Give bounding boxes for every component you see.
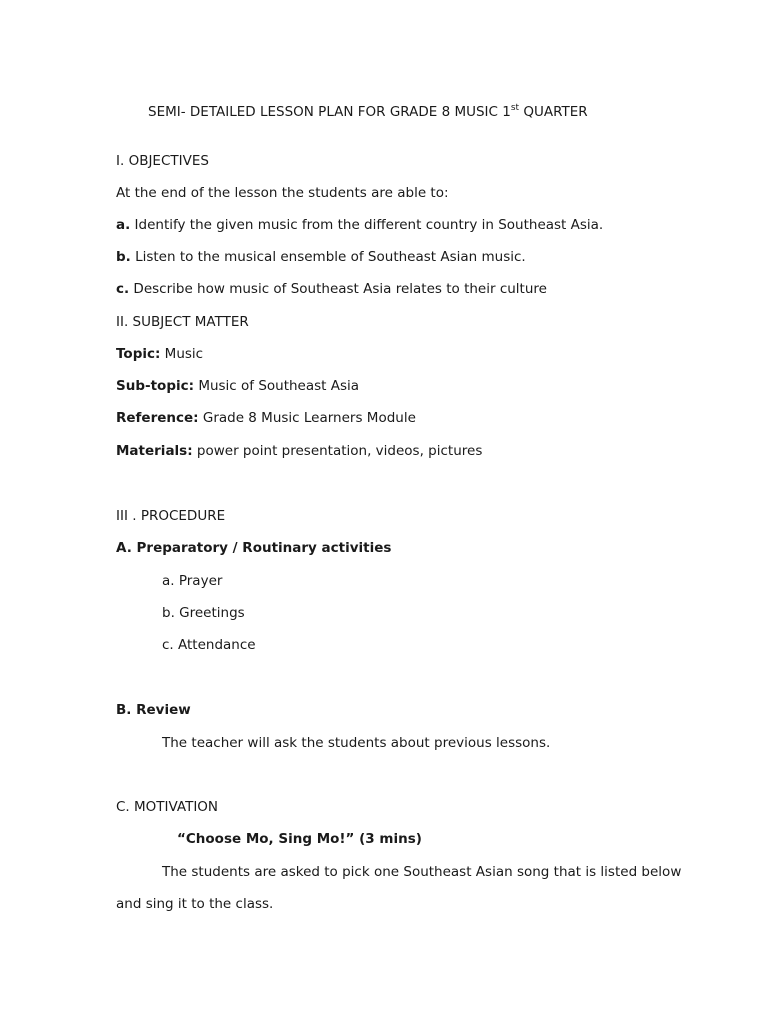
objective-text: Listen to the musical ensemble of Southeast Asian music.	[130, 249, 526, 265]
objective-item-c	[116, 280, 547, 298]
title-main: SEMI- DETAILED LESSON PLAN FOR GRADE 8 MUSIC 1	[148, 104, 511, 120]
preparatory-item: c. Attendance	[162, 637, 256, 653]
objective-text: Describe how music of Southeast Asia relates to their culture	[129, 281, 547, 297]
objectives-heading: I. OBJECTIVES	[116, 153, 209, 169]
motivation-text-line: and sing it to the class.	[116, 896, 274, 912]
field-reference	[116, 409, 416, 427]
objective-item-a	[116, 216, 603, 234]
procedure-heading: III . PROCEDURE	[116, 508, 226, 524]
preparatory-item: b. Greetings	[162, 605, 245, 621]
objective-label: b.	[116, 249, 131, 265]
objective-item-b	[116, 248, 526, 266]
preparatory-heading: A. Preparatory / Routinary activities	[116, 540, 392, 556]
field-label: Sub-topic:	[116, 378, 195, 394]
objective-text: Identify the given music from the different country in Southeast Asia.	[130, 217, 604, 233]
field-topic	[116, 345, 203, 363]
field-value: power point presentation, videos, pictures	[192, 443, 483, 459]
review-text: The teacher will ask the students about previous lessons.	[162, 735, 551, 751]
subject-matter-heading: II. SUBJECT MATTER	[116, 314, 249, 330]
field-value: Music	[160, 346, 204, 362]
motivation-activity-title: “Choose Mo, Sing Mo!” (3 mins)	[177, 831, 422, 847]
objective-label: a.	[116, 217, 131, 233]
field-label: Materials:	[116, 443, 193, 459]
title-tail: QUARTER	[519, 104, 588, 120]
motivation-text-line: The students are asked to pick one Southeast Asian song that is listed below	[162, 864, 682, 880]
document-title	[148, 103, 588, 121]
field-label: Reference:	[116, 410, 199, 426]
preparatory-item: a. Prayer	[162, 573, 223, 589]
field-sub-topic	[116, 377, 359, 395]
field-materials	[116, 442, 482, 460]
field-value: Grade 8 Music Learners Module	[198, 410, 416, 426]
field-value: Music of Southeast Asia	[194, 378, 360, 394]
title-superscript: st	[510, 102, 520, 113]
review-heading: B. Review	[116, 702, 191, 718]
field-label: Topic:	[116, 346, 161, 362]
motivation-heading: C. MOTIVATION	[116, 799, 219, 815]
objectives-intro: At the end of the lesson the students are able to:	[116, 185, 449, 201]
objective-label: c.	[116, 281, 130, 297]
